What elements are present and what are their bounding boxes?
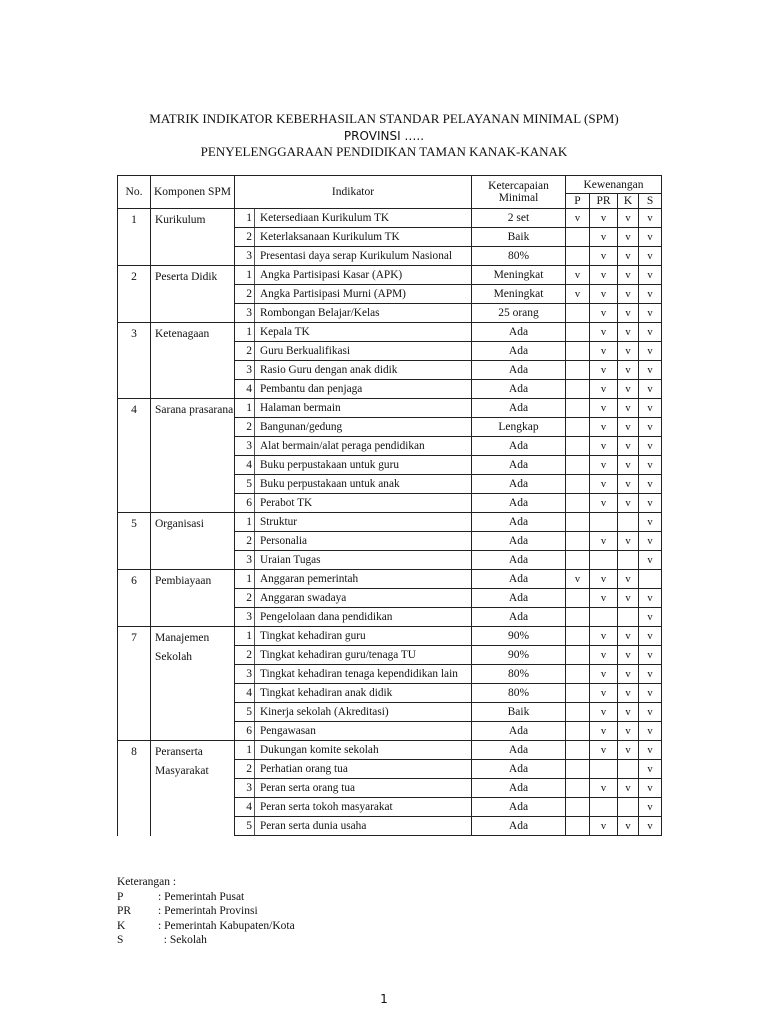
authority-p-mark bbox=[566, 589, 590, 608]
minimal-target-cell: Ada bbox=[472, 437, 566, 456]
authority-p-mark bbox=[566, 361, 590, 380]
indicator-cell: Kepala TK bbox=[255, 323, 472, 342]
indicator-number: 2 bbox=[235, 418, 255, 437]
minimal-target-cell: Baik bbox=[472, 228, 566, 247]
minimal-target-cell: 2 set bbox=[472, 209, 566, 228]
minimal-target-cell: Ada bbox=[472, 399, 566, 418]
indicator-cell: Alat bermain/alat peraga pendidikan bbox=[255, 437, 472, 456]
indicator-number: 4 bbox=[235, 456, 255, 475]
authority-pr-mark: v bbox=[590, 380, 618, 399]
legend-code: PR bbox=[117, 905, 132, 917]
authority-s-mark: v bbox=[639, 779, 662, 798]
table-row bbox=[118, 627, 662, 646]
indicator-number: 4 bbox=[235, 798, 255, 817]
authority-k-mark bbox=[618, 760, 639, 779]
indicator-number: 6 bbox=[235, 722, 255, 741]
indicator-number: 2 bbox=[235, 228, 255, 247]
authority-k-mark: v bbox=[618, 475, 639, 494]
authority-s-mark: v bbox=[639, 304, 662, 323]
header-kewenangan: Kewenangan bbox=[566, 176, 662, 194]
minimal-target-cell: Ada bbox=[472, 323, 566, 342]
authority-k-mark: v bbox=[618, 722, 639, 741]
authority-pr-mark: v bbox=[590, 399, 618, 418]
indicator-number: 1 bbox=[235, 323, 255, 342]
authority-k-mark: v bbox=[618, 418, 639, 437]
authority-p-mark bbox=[566, 513, 590, 532]
authority-p-mark bbox=[566, 399, 590, 418]
authority-pr-mark: v bbox=[590, 703, 618, 722]
indicator-cell: Presentasi daya serap Kurikulum Nasional bbox=[255, 247, 472, 266]
authority-k-mark: v bbox=[618, 665, 639, 684]
authority-pr-mark: v bbox=[590, 209, 618, 228]
indicator-cell: Buku perpustakaan untuk guru bbox=[255, 456, 472, 475]
authority-p-mark bbox=[566, 342, 590, 361]
indicator-number: 2 bbox=[235, 285, 255, 304]
legend-item bbox=[117, 904, 295, 919]
authority-s-mark: v bbox=[639, 323, 662, 342]
title-line-1: MATRIK INDIKATOR KEBERHASILAN STANDAR PELAYANAN MINIMAL (SPM) bbox=[149, 111, 619, 126]
indicator-cell: Dukungan komite sekolah bbox=[255, 741, 472, 760]
authority-pr-mark: v bbox=[590, 570, 618, 589]
authority-pr-mark bbox=[590, 551, 618, 570]
indicator-number: 2 bbox=[235, 342, 255, 361]
authority-p-mark bbox=[566, 475, 590, 494]
minimal-target-cell: Ada bbox=[472, 513, 566, 532]
authority-s-mark: v bbox=[639, 380, 662, 399]
group-number: 8 bbox=[118, 741, 151, 836]
title-line-2: PROVINSI ….. bbox=[343, 128, 425, 143]
minimal-target-cell: 90% bbox=[472, 646, 566, 665]
authority-k-mark bbox=[618, 608, 639, 627]
authority-s-mark: v bbox=[639, 209, 662, 228]
spm-matrix-table bbox=[117, 175, 662, 836]
indicator-cell: Rombongan Belajar/Kelas bbox=[255, 304, 472, 323]
indicator-number: 2 bbox=[235, 760, 255, 779]
authority-k-mark: v bbox=[618, 304, 639, 323]
indicator-number: 5 bbox=[235, 817, 255, 836]
authority-s-mark: v bbox=[639, 532, 662, 551]
indicator-number: 3 bbox=[235, 304, 255, 323]
authority-k-mark: v bbox=[618, 532, 639, 551]
authority-s-mark: v bbox=[639, 627, 662, 646]
authority-pr-mark bbox=[590, 760, 618, 779]
authority-pr-mark: v bbox=[590, 437, 618, 456]
indicator-number: 1 bbox=[235, 209, 255, 228]
indicator-number: 3 bbox=[235, 779, 255, 798]
authority-k-mark: v bbox=[618, 342, 639, 361]
minimal-target-cell: Ada bbox=[472, 380, 566, 399]
indicator-number: 2 bbox=[235, 532, 255, 551]
header-k: K bbox=[618, 194, 639, 209]
minimal-target-cell: Ada bbox=[472, 608, 566, 627]
indicator-cell: Keterlaksanaan Kurikulum TK bbox=[255, 228, 472, 247]
legend-code: K bbox=[117, 919, 126, 932]
authority-k-mark: v bbox=[618, 646, 639, 665]
minimal-target-cell: Ada bbox=[472, 456, 566, 475]
indicator-cell: Tingkat kehadiran guru/tenaga TU bbox=[255, 646, 472, 665]
authority-p-mark bbox=[566, 684, 590, 703]
komponen-cell: Manajemen Sekolah bbox=[151, 627, 235, 741]
table-row bbox=[118, 570, 662, 589]
authority-s-mark: v bbox=[639, 665, 662, 684]
authority-k-mark: v bbox=[618, 323, 639, 342]
legend-item bbox=[117, 890, 295, 905]
authority-pr-mark: v bbox=[590, 228, 618, 247]
legend-item bbox=[117, 933, 295, 948]
minimal-target-cell: Lengkap bbox=[472, 418, 566, 437]
authority-s-mark: v bbox=[639, 551, 662, 570]
indicator-cell: Ketersediaan Kurikulum TK bbox=[255, 209, 472, 228]
authority-pr-mark: v bbox=[590, 627, 618, 646]
minimal-target-cell: Ada bbox=[472, 532, 566, 551]
minimal-target-cell: Ada bbox=[472, 342, 566, 361]
minimal-target-cell: Ada bbox=[472, 722, 566, 741]
authority-p-mark bbox=[566, 646, 590, 665]
authority-k-mark: v bbox=[618, 285, 639, 304]
indicator-cell: Tingkat kehadiran anak didik bbox=[255, 684, 472, 703]
authority-p-mark: v bbox=[566, 570, 590, 589]
indicator-cell: Struktur bbox=[255, 513, 472, 532]
authority-k-mark: v bbox=[618, 456, 639, 475]
indicator-number: 3 bbox=[235, 437, 255, 456]
minimal-target-cell: Meningkat bbox=[472, 285, 566, 304]
authority-p-mark bbox=[566, 551, 590, 570]
authority-pr-mark: v bbox=[590, 247, 618, 266]
indicator-number: 5 bbox=[235, 475, 255, 494]
indicator-number: 4 bbox=[235, 684, 255, 703]
indicator-cell: Perabot TK bbox=[255, 494, 472, 513]
authority-s-mark: v bbox=[639, 684, 662, 703]
authority-s-mark: v bbox=[639, 399, 662, 418]
legend-description: : Pemerintah Kabupaten/Kota bbox=[158, 919, 295, 932]
komponen-cell: Pembiayaan bbox=[151, 570, 235, 627]
authority-pr-mark: v bbox=[590, 665, 618, 684]
authority-k-mark bbox=[618, 798, 639, 817]
authority-s-mark: v bbox=[639, 646, 662, 665]
indicator-cell: Pembantu dan penjaga bbox=[255, 380, 472, 399]
authority-s-mark: v bbox=[639, 760, 662, 779]
authority-p-mark bbox=[566, 247, 590, 266]
indicator-number: 4 bbox=[235, 380, 255, 399]
authority-s-mark: v bbox=[639, 817, 662, 836]
table-row bbox=[118, 741, 662, 760]
authority-s-mark: v bbox=[639, 703, 662, 722]
authority-pr-mark: v bbox=[590, 741, 618, 760]
authority-s-mark: v bbox=[639, 798, 662, 817]
authority-p-mark bbox=[566, 741, 590, 760]
authority-p-mark bbox=[566, 418, 590, 437]
indicator-number: 1 bbox=[235, 399, 255, 418]
authority-pr-mark: v bbox=[590, 532, 618, 551]
legend-code: S bbox=[117, 934, 124, 946]
minimal-target-cell: Ada bbox=[472, 551, 566, 570]
authority-p-mark bbox=[566, 703, 590, 722]
header-p: P bbox=[566, 194, 590, 209]
minimal-target-cell: 80% bbox=[472, 665, 566, 684]
authority-k-mark: v bbox=[618, 684, 639, 703]
authority-pr-mark: v bbox=[590, 722, 618, 741]
minimal-target-cell: Ada bbox=[472, 779, 566, 798]
indicator-cell: Pengawasan bbox=[255, 722, 472, 741]
authority-s-mark: v bbox=[639, 513, 662, 532]
authority-p-mark bbox=[566, 532, 590, 551]
minimal-target-cell: Ada bbox=[472, 570, 566, 589]
authority-k-mark: v bbox=[618, 437, 639, 456]
komponen-cell: Peserta Didik bbox=[151, 266, 235, 323]
group-number: 2 bbox=[118, 266, 151, 323]
authority-pr-mark: v bbox=[590, 779, 618, 798]
group-number: 7 bbox=[118, 627, 151, 741]
authority-pr-mark bbox=[590, 513, 618, 532]
minimal-target-cell: 25 orang bbox=[472, 304, 566, 323]
header-komponen: Komponen SPM bbox=[151, 176, 235, 209]
table-row bbox=[118, 399, 662, 418]
indicator-number: 3 bbox=[235, 665, 255, 684]
indicator-number: 3 bbox=[235, 247, 255, 266]
authority-s-mark: v bbox=[639, 437, 662, 456]
indicator-cell: Pengelolaan dana pendidikan bbox=[255, 608, 472, 627]
minimal-target-cell: Ada bbox=[472, 741, 566, 760]
indicator-cell: Peran serta orang tua bbox=[255, 779, 472, 798]
minimal-target-cell: Baik bbox=[472, 703, 566, 722]
indicator-cell: Rasio Guru dengan anak didik bbox=[255, 361, 472, 380]
indicator-number: 3 bbox=[235, 361, 255, 380]
indicator-number: 6 bbox=[235, 494, 255, 513]
authority-p-mark bbox=[566, 380, 590, 399]
komponen-cell: Sarana prasarana bbox=[151, 399, 235, 513]
indicator-cell: Bangunan/gedung bbox=[255, 418, 472, 437]
group-number: 3 bbox=[118, 323, 151, 399]
indicator-cell: Peran serta tokoh masyarakat bbox=[255, 798, 472, 817]
indicator-number: 5 bbox=[235, 703, 255, 722]
authority-pr-mark: v bbox=[590, 304, 618, 323]
komponen-cell: Kurikulum bbox=[151, 209, 235, 266]
authority-p-mark bbox=[566, 494, 590, 513]
indicator-number: 2 bbox=[235, 646, 255, 665]
authority-s-mark: v bbox=[639, 342, 662, 361]
minimal-target-cell: 90% bbox=[472, 627, 566, 646]
group-number: 5 bbox=[118, 513, 151, 570]
authority-k-mark: v bbox=[618, 380, 639, 399]
indicator-number: 1 bbox=[235, 741, 255, 760]
table-row bbox=[118, 266, 662, 285]
indicator-number: 1 bbox=[235, 627, 255, 646]
legend-description: : Pemerintah Pusat bbox=[158, 890, 245, 903]
table-row bbox=[118, 513, 662, 532]
authority-pr-mark: v bbox=[590, 323, 618, 342]
indicator-cell: Angka Partisipasi Kasar (APK) bbox=[255, 266, 472, 285]
indicator-cell: Angka Partisipasi Murni (APM) bbox=[255, 285, 472, 304]
authority-pr-mark: v bbox=[590, 456, 618, 475]
authority-s-mark: v bbox=[639, 722, 662, 741]
authority-p-mark bbox=[566, 722, 590, 741]
authority-s-mark: v bbox=[639, 608, 662, 627]
komponen-cell: Peranserta Masyarakat bbox=[151, 741, 235, 836]
authority-p-mark bbox=[566, 779, 590, 798]
authority-k-mark: v bbox=[618, 247, 639, 266]
authority-s-mark: v bbox=[639, 361, 662, 380]
authority-k-mark: v bbox=[618, 266, 639, 285]
authority-k-mark: v bbox=[618, 361, 639, 380]
authority-p-mark bbox=[566, 665, 590, 684]
legend-description: : Sekolah bbox=[158, 934, 207, 946]
header-indikator: Indikator bbox=[235, 176, 472, 209]
minimal-target-cell: Ada bbox=[472, 494, 566, 513]
minimal-target-cell: Meningkat bbox=[472, 266, 566, 285]
authority-p-mark bbox=[566, 323, 590, 342]
indicator-number: 1 bbox=[235, 266, 255, 285]
header-pr: PR bbox=[590, 194, 618, 209]
authority-pr-mark bbox=[590, 798, 618, 817]
title-line-3: PENYELENGGARAAN PENDIDIKAN TAMAN KANAK-KANAK bbox=[200, 144, 568, 159]
authority-k-mark: v bbox=[618, 570, 639, 589]
authority-pr-mark: v bbox=[590, 342, 618, 361]
authority-pr-mark: v bbox=[590, 817, 618, 836]
table-body bbox=[118, 209, 662, 836]
authority-k-mark: v bbox=[618, 494, 639, 513]
indicator-cell: Guru Berkualifikasi bbox=[255, 342, 472, 361]
indicator-cell: Perhatian orang tua bbox=[255, 760, 472, 779]
authority-p-mark bbox=[566, 817, 590, 836]
legend-description: : Pemerintah Provinsi bbox=[158, 905, 258, 917]
authority-p-mark bbox=[566, 304, 590, 323]
authority-s-mark: v bbox=[639, 228, 662, 247]
authority-pr-mark: v bbox=[590, 285, 618, 304]
group-number: 4 bbox=[118, 399, 151, 513]
authority-k-mark: v bbox=[618, 589, 639, 608]
indicator-number: 2 bbox=[235, 589, 255, 608]
authority-s-mark: v bbox=[639, 741, 662, 760]
indicator-cell: Uraian Tugas bbox=[255, 551, 472, 570]
indicator-cell: Anggaran swadaya bbox=[255, 589, 472, 608]
authority-p-mark bbox=[566, 608, 590, 627]
authority-s-mark: v bbox=[639, 456, 662, 475]
indicator-cell: Kinerja sekolah (Akreditasi) bbox=[255, 703, 472, 722]
authority-k-mark: v bbox=[618, 779, 639, 798]
indicator-cell: Tingkat kehadiran tenaga kependidikan lain bbox=[255, 665, 472, 684]
authority-p-mark: v bbox=[566, 285, 590, 304]
authority-k-mark: v bbox=[618, 399, 639, 418]
authority-p-mark bbox=[566, 798, 590, 817]
indicator-cell: Anggaran pemerintah bbox=[255, 570, 472, 589]
indicator-cell: Halaman bermain bbox=[255, 399, 472, 418]
group-number: 6 bbox=[118, 570, 151, 627]
indicator-number: 3 bbox=[235, 608, 255, 627]
authority-k-mark bbox=[618, 551, 639, 570]
authority-pr-mark: v bbox=[590, 475, 618, 494]
indicator-cell: Personalia bbox=[255, 532, 472, 551]
authority-k-mark bbox=[618, 513, 639, 532]
komponen-cell: Organisasi bbox=[151, 513, 235, 570]
authority-p-mark bbox=[566, 627, 590, 646]
indicator-cell: Peran serta dunia usaha bbox=[255, 817, 472, 836]
table-header bbox=[118, 176, 662, 209]
indicator-number: 3 bbox=[235, 551, 255, 570]
authority-k-mark: v bbox=[618, 817, 639, 836]
authority-p-mark bbox=[566, 456, 590, 475]
minimal-target-cell: Ada bbox=[472, 798, 566, 817]
header-ketercapaian: Ketercapaian Minimal bbox=[472, 176, 566, 209]
minimal-target-cell: Ada bbox=[472, 760, 566, 779]
header-no: No. bbox=[118, 176, 151, 209]
minimal-target-cell: Ada bbox=[472, 817, 566, 836]
authority-s-mark: v bbox=[639, 494, 662, 513]
authority-k-mark: v bbox=[618, 209, 639, 228]
authority-pr-mark: v bbox=[590, 361, 618, 380]
authority-s-mark: v bbox=[639, 418, 662, 437]
legend-item bbox=[117, 919, 295, 934]
minimal-target-cell: 80% bbox=[472, 684, 566, 703]
authority-p-mark bbox=[566, 228, 590, 247]
authority-s-mark: v bbox=[639, 475, 662, 494]
authority-pr-mark: v bbox=[590, 266, 618, 285]
authority-p-mark bbox=[566, 760, 590, 779]
legend bbox=[117, 875, 295, 948]
authority-pr-mark: v bbox=[590, 646, 618, 665]
minimal-target-cell: Ada bbox=[472, 475, 566, 494]
authority-s-mark: v bbox=[639, 589, 662, 608]
table-row bbox=[118, 209, 662, 228]
authority-p-mark: v bbox=[566, 209, 590, 228]
authority-pr-mark: v bbox=[590, 494, 618, 513]
page-number: 1 bbox=[380, 992, 388, 1006]
komponen-cell: Ketenagaan bbox=[151, 323, 235, 399]
authority-pr-mark: v bbox=[590, 684, 618, 703]
authority-pr-mark: v bbox=[590, 418, 618, 437]
document-title bbox=[0, 111, 768, 161]
minimal-target-cell: Ada bbox=[472, 589, 566, 608]
authority-s-mark: v bbox=[639, 285, 662, 304]
indicator-cell: Buku perpustakaan untuk anak bbox=[255, 475, 472, 494]
authority-pr-mark: v bbox=[590, 589, 618, 608]
minimal-target-cell: 80% bbox=[472, 247, 566, 266]
authority-pr-mark bbox=[590, 608, 618, 627]
legend-heading: Keterangan : bbox=[117, 876, 177, 888]
indicator-cell: Tingkat kehadiran guru bbox=[255, 627, 472, 646]
header-s: S bbox=[639, 194, 662, 209]
group-number: 1 bbox=[118, 209, 151, 266]
indicator-number: 1 bbox=[235, 513, 255, 532]
legend-items bbox=[117, 890, 295, 948]
authority-k-mark: v bbox=[618, 741, 639, 760]
legend-code: P bbox=[117, 890, 124, 903]
authority-k-mark: v bbox=[618, 703, 639, 722]
indicator-number: 1 bbox=[235, 570, 255, 589]
authority-k-mark: v bbox=[618, 627, 639, 646]
authority-s-mark: v bbox=[639, 247, 662, 266]
authority-s-mark bbox=[639, 570, 662, 589]
minimal-target-cell: Ada bbox=[472, 361, 566, 380]
authority-p-mark: v bbox=[566, 266, 590, 285]
authority-s-mark: v bbox=[639, 266, 662, 285]
authority-k-mark: v bbox=[618, 228, 639, 247]
table-row bbox=[118, 323, 662, 342]
authority-p-mark bbox=[566, 437, 590, 456]
